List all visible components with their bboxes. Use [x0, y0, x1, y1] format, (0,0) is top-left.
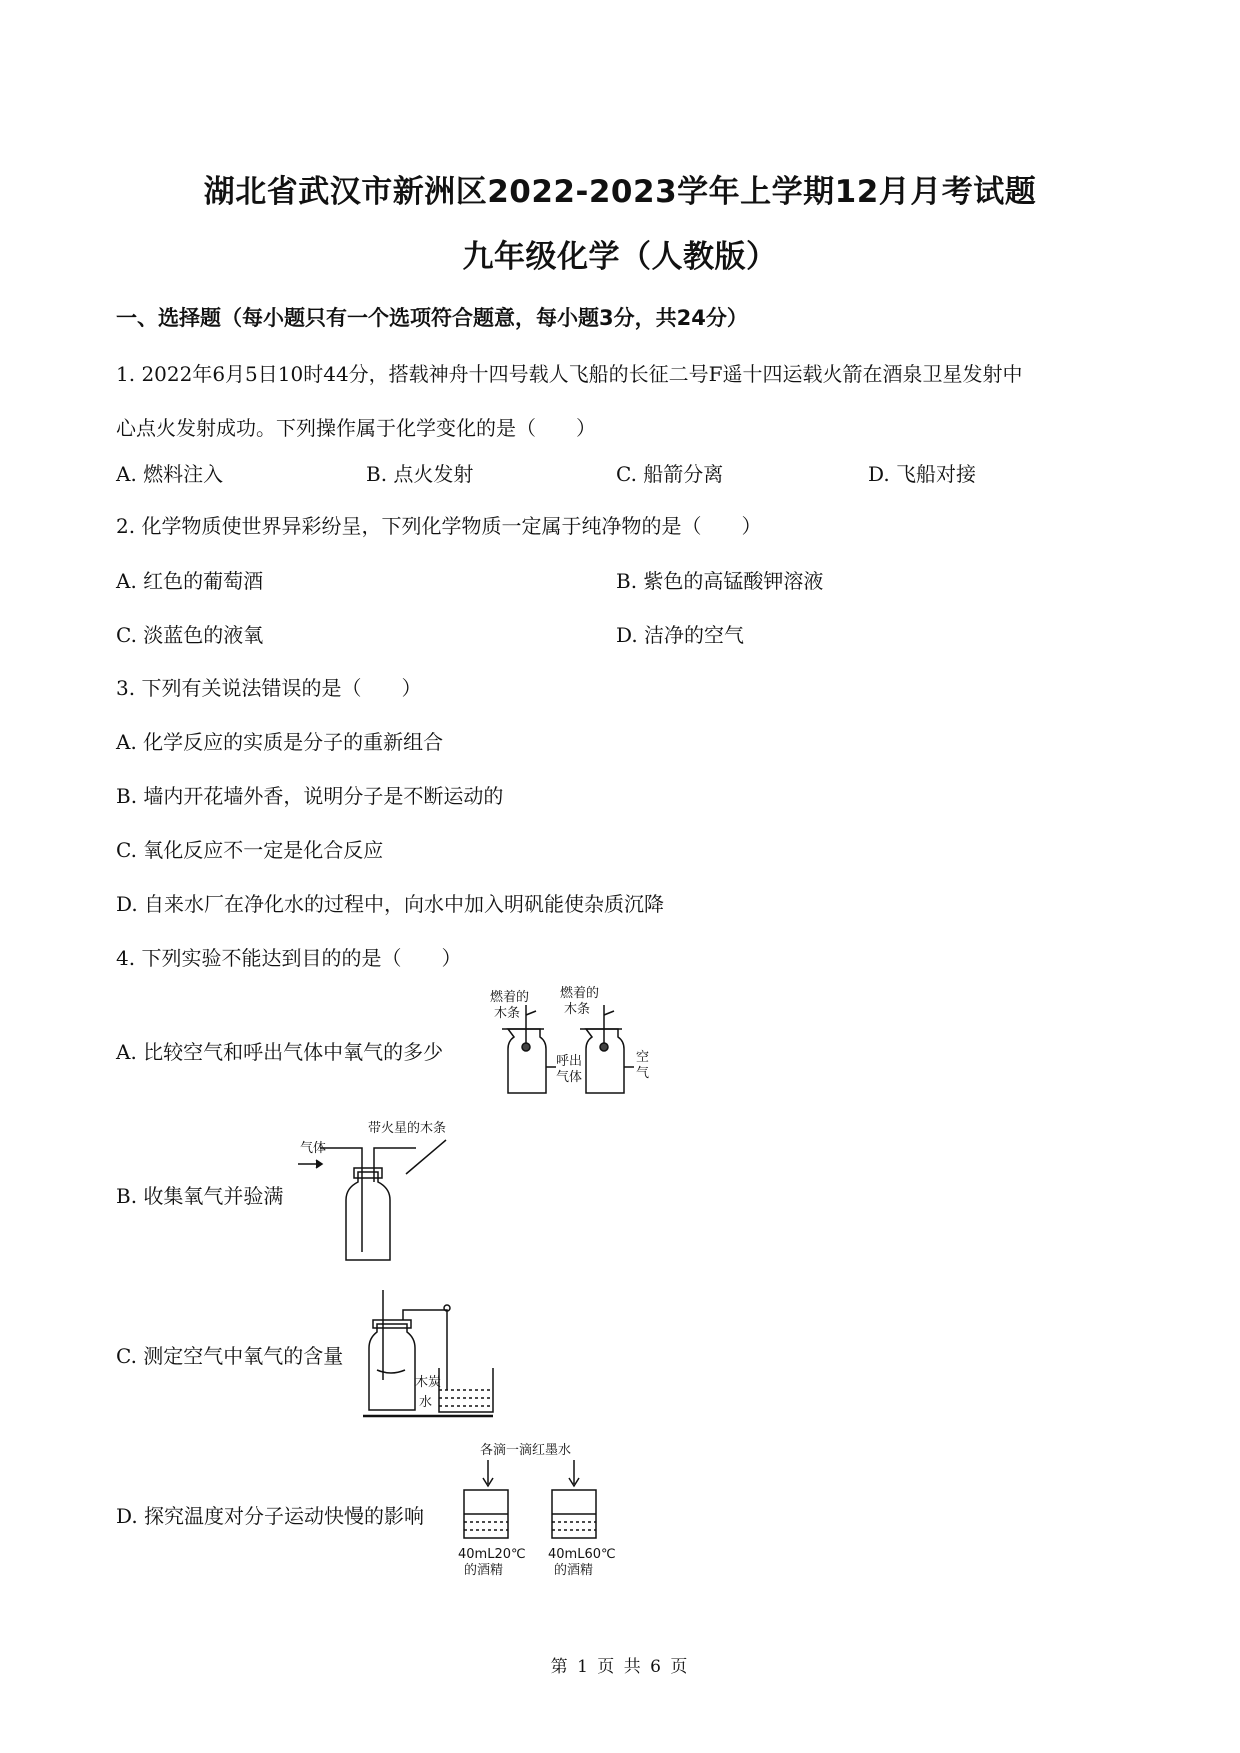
q2-stem: 2. 化学物质使世界异彩纷呈，下列化学物质一定属于纯净物的是（ ）: [116, 514, 762, 538]
q1-option-d: D. 飞船对接: [868, 462, 977, 486]
q3-option-c: C. 氧化反应不一定是化合反应: [116, 838, 384, 862]
q1-stem-line2: 心点火发射成功。下列操作属于化学变化的是（ ）: [116, 416, 596, 440]
label-gas2-line2: 气: [636, 1066, 650, 1081]
label-glowing-splint: 带火星的木条: [368, 1121, 447, 1136]
reaction-bottle: [369, 1324, 415, 1410]
q4-stem: 4. 下列实验不能达到目的的是（ ）: [116, 946, 462, 970]
q3-option-d: D. 自来水厂在净化水的过程中，向水中加入明矾能使杂质沉降: [116, 892, 665, 916]
figure-c-oxygen-apparatus: [363, 1290, 503, 1420]
q1-option-c: C. 船箭分离: [616, 462, 724, 486]
label-stick1-line1: 燃着的: [490, 990, 530, 1005]
figure-d-beakers: [458, 1440, 638, 1580]
q1-stem-line1: 1. 2022年6月5日10时44分，搭载神舟十四号载人飞船的长征二号F遥十四运载火箭在酒泉卫星发射中: [116, 362, 1023, 386]
label-beaker-hot-line1: 40mL60℃: [548, 1547, 616, 1562]
label-gas2-line1: 空: [636, 1050, 650, 1065]
label-stick2-line1: 燃着的: [560, 986, 600, 1001]
label-gas1-line1: 呼出: [556, 1054, 583, 1069]
bottle-right: [586, 1029, 624, 1093]
label-beaker-hot-line2: 的酒精: [554, 1563, 594, 1578]
q1-option-b: B. 点火发射: [366, 462, 474, 486]
q1-option-a: A. 燃料注入: [116, 462, 224, 486]
bottle-left: [508, 1029, 546, 1093]
label-beaker-cold-line2: 的酒精: [464, 1563, 504, 1578]
q2-option-b: B. 紫色的高锰酸钾溶液: [616, 569, 824, 593]
collection-bottle: [346, 1172, 390, 1260]
q4-option-d: D. 探究温度对分子运动快慢的影响: [116, 1504, 425, 1528]
section-heading: 一、选择题（每小题只有一个选项符合题意，每小题3分，共24分）: [116, 306, 748, 330]
label-stick1-line2: 木条: [494, 1006, 521, 1021]
q4-option-b: B. 收集氧气并验满: [116, 1184, 284, 1208]
label-red-ink: 各滴一滴红墨水: [480, 1443, 572, 1458]
q3-option-b: B. 墙内开花墙外香，说明分子是不断运动的: [116, 784, 504, 808]
label-gas: 气体: [300, 1141, 327, 1156]
q2-option-c: C. 淡蓝色的液氧: [116, 623, 264, 647]
label-gas1-line2: 气体: [556, 1070, 583, 1085]
label-stick2-line2: 木条: [564, 1002, 591, 1017]
label-water: 水: [419, 1395, 433, 1410]
title-line-2: 九年级化学（人教版）: [462, 239, 778, 275]
figure-a-bottles: [490, 985, 660, 1095]
label-beaker-cold-line1: 40mL20℃: [458, 1547, 526, 1562]
q4-option-c: C. 测定空气中氧气的含量: [116, 1344, 344, 1368]
page-number: 第 1 页 共 6 页: [550, 1657, 690, 1677]
q2-option-a: A. 红色的葡萄酒: [116, 569, 264, 593]
figure-b-gas-bottle: [298, 1112, 468, 1262]
q3-option-a: A. 化学反应的实质是分子的重新组合: [116, 730, 444, 754]
label-charcoal: 木炭: [415, 1375, 442, 1390]
q3-stem: 3. 下列有关说法错误的是（ ）: [116, 676, 422, 700]
q4-option-a: A. 比较空气和呼出气体中氧气的多少: [116, 1040, 444, 1064]
q2-option-d: D. 洁净的空气: [616, 623, 745, 647]
title-line-1: 湖北省武汉市新洲区2022-2023学年上学期12月月考试题: [203, 174, 1037, 210]
